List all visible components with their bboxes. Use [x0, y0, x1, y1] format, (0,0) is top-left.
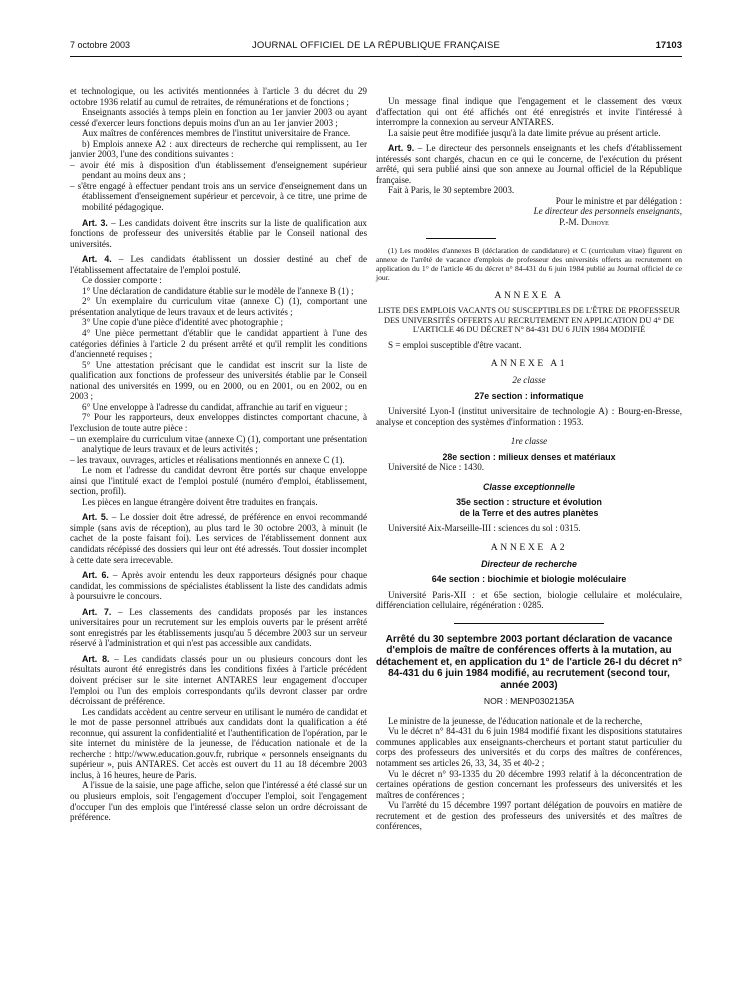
left-column — [70, 86, 367, 823]
article-9: Art. 9. – Le directeur des personnels enseignants et les chefs d'établissement intéressés sont chargés, chacun en ce qui le concerne, de l'exécution du présent arrêté, qui sera publié ainsi que son annexe au Journal officiel de la République française. — [376, 143, 682, 185]
article-label: Art. 8. — [82, 653, 110, 664]
paragraph: Vu le décret n° 93-1335 du 20 décembre 1993 relatif à la déconcentration de certaines opérations de gestion concernant les professeurs des universités et les maîtres de conférences ; — [376, 768, 682, 800]
article-3: Art. 3. – Les candidats doivent être inscrits sur la liste de qualification aux fonctions de professeur des universités établie par le Conseil national des universités. — [70, 217, 367, 249]
article-label: Art. 7. — [82, 606, 112, 617]
article-label: Art. 6. — [82, 570, 109, 581]
page-number: 17103 — [655, 40, 682, 51]
paragraph: Vu l'arrêté du 15 décembre 1997 portant délégation de pouvoirs en matière de recrutement et de gestion des professeurs des universités et des maîtres de conférences, — [376, 800, 682, 832]
list-item: 7° Pour les rapporteurs, deux enveloppes distinctes comportant chacune, à l'exclusion de toute autre pièce : — [70, 412, 367, 433]
list-item: – avoir été mis à disposition d'un établissement d'enseignement supérieur pendant au moins deux ans ; — [70, 159, 367, 181]
signature-name: P.-M. Duhoye — [559, 217, 609, 228]
article-5: Art. 5. – Le dossier doit être adressé, de préférence en envoi recommandé simple (sans avis de réception), au plus tard le 30 octobre 2003, à minuit (le cachet de la poste faisant foi). Les services de l'établissement donnent aux candidats récépissé des dossiers qui leur ont été adressés. Tout dossier incomplet à cette date sera irrecevable. — [70, 512, 367, 565]
section-heading: 35e section : structure et évolution — [456, 497, 602, 508]
paragraph: Les pièces en langue étrangère doivent être traduites en français. — [82, 496, 318, 507]
annex-a-title: LISTE DES EMPLOIS VACANTS OU SUSCEPTIBLES DE L'ÊTRE DE PROFESSEUR DES UNIVERSITÉS OFFERTS AU RECRUTEMENT EN APPLICATION DU 4° DE L'ARTICLE 46 DU DÉCRET N° 84-431 DU 6 JUIN 1984 MODIFIÉ — [378, 306, 680, 335]
section-heading: 27e section : informatique — [474, 390, 584, 401]
class-heading: Classe exceptionnelle — [483, 481, 575, 492]
list-item: – s'être engagé à effectuer pendant trois ans un service d'enseignement dans un établissement d'enseignement supérieur et percevoir, à ce titre, une prime de mobilité pédagogique. — [70, 180, 367, 213]
paragraph: Un message final indique que l'engagement et le classement des vœux d'affectation qui ont été affichés ont été enregistrés et invite l'intéressé à interrompre la connexion au serveur ANTARES. — [376, 96, 682, 128]
signature-title: Le directeur des personnels enseignants, — [533, 206, 682, 217]
page-header — [70, 40, 682, 54]
header-rule — [70, 56, 682, 57]
paragraph: b) Emplois annexe A2 : aux directeurs de recherche qui remplissent, au 1er janvier 2003, l'une des conditions suivantes : — [70, 138, 367, 160]
footnote-rule — [426, 238, 496, 239]
annex-a2-heading: ANNEXE A2 — [490, 542, 568, 553]
section-rule — [454, 623, 604, 624]
article-8: Art. 8. – Les candidats classés pour un ou plusieurs concours dont les résultats auront été enregistrés dans les conditions fixées à l'article précédent doivent préciser sur le site internet ANTARES leur engagement d'occuper l'emploi ou l'un des emplois correspondants qu'ils devront classer par ordre décroissant de préférence. — [70, 653, 367, 707]
paragraph: Aux maîtres de conférences membres de l'institut universitaire de France. — [82, 128, 351, 139]
section-heading: 28e section : milieux denses et matériaux — [442, 451, 616, 462]
list-item: – les travaux, ouvrages, articles et réalisations mentionnés en annexe C (1). — [70, 454, 345, 465]
post-entry: Université Paris-XII : et 65e section, biologie cellulaire et moléculaire, différenciation cellulaire, régénération : 0285. — [376, 589, 682, 611]
post-entry: Université Aix-Marseille-III : sciences du sol : 0315. — [388, 523, 581, 534]
paragraph: La saisie peut être modifiée jusqu'à la date limite prévue au présent article. — [388, 127, 661, 138]
decree-title: Arrêté du 30 septembre 2003 portant déclaration de vacance d'emplois de maître de conférences offerts à la mutation, au détachement et, en application du 1° de l'article 26-I du décret n° 84-431 du 6 juin 1984 modifié, au recrutement (second tour, année 2003) — [376, 633, 683, 691]
paragraph: Le nom et l'adresse du candidat devront être portés sur chaque enveloppe ainsi que l'intitulé exact de l'emploi postulé (numéro d'emploi, établissement, section, profil). — [70, 465, 367, 497]
paragraph: Les candidats accèdent au centre serveur en utilisant le numéro de candidat et le mot de passe personnel attribués aux candidats dont la qualification a été reconnue, qui assurent la confidentialité et l'authentification de l'opération, par le site internet du ministère de la jeunesse, de l'éducation nationale et de la recherche : http://www.education.gouv.fr, rubrique « personnels enseignants du supérieur », puis ANTARES. Cet accès est ouvert du 11 au 18 décembre 2003 inclus, à 16 heures, heure de Paris. — [70, 706, 367, 780]
list-item: 1° Une déclaration de candidature établie sur le modèle de l'annexe B (1) ; — [82, 285, 354, 296]
article-7: Art. 7. – Les classements des candidats proposés par les instances universitaires pour un recrutement sur les emplois ouverts par le présent arrêté sont enregistrés par les établissements jusqu'au 5 décembre 2003 sur un serveur réservé à l'administration et qui n'est pas accessible aux candidats. — [70, 606, 367, 649]
list-item: 2° Un exemplaire du curriculum vitae (annexe C) (1), comportant une présentation analytique de leurs travaux et de leurs activités ; — [70, 296, 367, 317]
list-item: – un exemplaire du curriculum vitae (annexe C) (1), comportant une présentation analytique de leurs travaux et de leurs activités ; — [70, 433, 367, 455]
paragraph: Enseignants associés à temps plein en fonction au 1er janvier 2003 ou ayant cessé d'exercer leurs fonctions depuis moins d'un an au 1er janvier 2003 ; — [70, 107, 367, 128]
paragraph: et technologique, ou les activités mentionnées à l'article 3 du décret du 29 octobre 1936 relatif au cumul de retraites, de rémunérations et de fonctions ; — [70, 86, 367, 107]
article-4: Art. 4. – Les candidats établissent un dossier destiné au chef de l'établissement affectataire de l'emploi postulé. — [70, 254, 367, 275]
legend: S = emploi susceptible d'être vacant. — [388, 339, 522, 350]
list-item: 4° Une pièce permettant d'établir que le candidat appartient à l'une des catégories définies à l'article 2 du présent arrêté et qu'il remplit les conditions d'ancienneté requises ; — [70, 328, 367, 360]
paragraph: Vu le décret n° 84-431 du 6 juin 1984 modifié fixant les dispositions statutaires communes applicables aux enseignants-chercheurs et portant statut particulier du corps des professeurs des universités et du corps des maîtres de conférences, notamment ses articles 26, 33, 34, 35 et 40-2 ; — [376, 726, 682, 768]
article-6: Art. 6. – Après avoir entendu les deux rapporteurs désignés pour chaque candidat, les commissions de spécialistes établissent la liste des candidats admis à poursuivre le concours. — [70, 570, 367, 602]
footnote: (1) Les modèles d'annexes B (déclaration de candidature) et C (curriculum vitae) figurent en annexe de l'arrêté de vacance d'emplois de professeur des universités offerts au recrutement en application du 1° de l'article 46 du décret n° 84-431 du 6 juin 1984 publié au Journal officiel de ce jour. — [376, 245, 682, 282]
paragraph: A l'issue de la saisie, une page affiche, selon que l'intéressé a été classé sur un ou plusieurs emplois, soit l'engagement d'occuper l'emploi, soit l'engagement d'occuper l'un des emplois que l'intéressé classe selon un ordre décroissant de préférence. — [70, 780, 367, 823]
journal-title: JOURNAL OFFICIEL DE LA RÉPUBLIQUE FRANÇAISE — [251, 40, 501, 51]
class-heading: 1re classe — [510, 436, 548, 447]
signature-line: Pour le ministre et par délégation : — [555, 195, 682, 206]
signature-date: Fait à Paris, le 30 septembre 2003. — [388, 185, 515, 196]
article-label: Art. 3. — [82, 217, 108, 228]
post-entry: Université Lyon-I (institut universitaire de technologie A) : Bourg-en-Bresse, analyse et conception des systèmes d'information : 1953. — [376, 406, 682, 427]
class-heading: 2e classe — [512, 374, 546, 385]
paragraph: Le ministre de la jeunesse, de l'éducation nationale et de la recherche, — [388, 715, 643, 726]
section-heading: de la Terre et des autres planètes — [459, 507, 599, 518]
post-entry: Université de Nice : 1430. — [388, 462, 485, 473]
article-label: Art. 4. — [82, 254, 112, 265]
list-item: 3° Une copie d'une pièce d'identité avec photographie ; — [82, 317, 284, 328]
list-item: 6° Une enveloppe à l'adresse du candidat, affranchie au tarif en vigueur ; — [82, 401, 348, 412]
annex-a1-heading: ANNEXE A1 — [490, 358, 568, 370]
section-heading: 64e section : biochimie et biologie moléculaire — [431, 574, 627, 585]
right-column — [376, 96, 682, 832]
article-label: Art. 5. — [82, 512, 109, 523]
class-heading: Directeur de recherche — [481, 558, 577, 569]
annex-a-heading: ANNEXE A — [494, 289, 564, 301]
paragraph: Ce dossier comporte : — [82, 275, 162, 286]
article-label: Art. 9. — [388, 143, 415, 154]
header-date: 7 octobre 2003 — [70, 40, 131, 50]
nor-reference: NOR : MENP0302135A — [483, 696, 575, 707]
list-item: 5° Une attestation précisant que le candidat est inscrit sur la liste de qualification aux fonctions de professeur des universités établie par le Conseil national des universités en 1999, ou en 2000, ou en 2001, ou en 2002, ou en 2003 ; — [70, 359, 367, 402]
